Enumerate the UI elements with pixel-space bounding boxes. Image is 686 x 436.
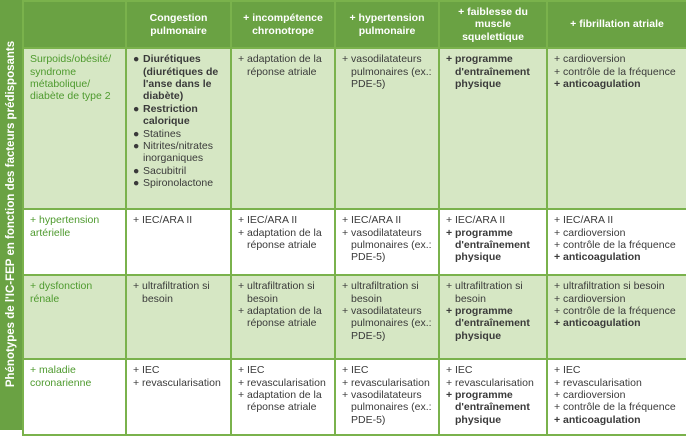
cell-item-text: programme d'entraînement physique [455,53,530,91]
column-header: + hypertension pulmonaire [335,1,439,48]
plus-marker: + [238,53,245,66]
row-header [23,209,126,275]
cell-item-text: cardioversion [563,292,626,305]
cell-item-text: IEC [142,364,160,377]
plus-marker: + [446,376,453,389]
plus-marker: + [446,53,453,66]
cell-item [342,389,432,426]
row-label: Surpoids/obésité/ syndrome métabolique/ diabète de type 2 [30,53,112,103]
cell-item-text: ultrafiltration si besoin [142,280,210,305]
table-row [23,209,686,275]
cell-item [446,364,540,376]
plus-marker: + [554,364,561,377]
cell-item-text: Sacubitril [143,164,187,177]
plus-marker: + [238,226,245,239]
cell-item-text: vasodilatateurs pulmonaires (ex.: PDE-5) [351,53,432,91]
plus-marker: + [554,78,561,91]
plus-marker: + [554,376,561,389]
cell-item-text: ultrafiltration si besoin [455,280,523,305]
row-header [23,275,126,359]
plus-marker: + [554,401,561,414]
plus-marker: + [238,364,245,377]
cell-item-text: programme d'entraînement physique [455,389,530,426]
cell-item [133,53,224,103]
table-cell [547,209,686,275]
cell-item [342,53,432,90]
bullet-icon: ● [133,53,140,66]
cell-item [133,128,224,140]
corner-cell [23,1,126,48]
table-cell [231,275,335,359]
plus-marker: + [446,305,453,318]
table-cell [231,48,335,209]
cell-item-text: anticoagulation [563,78,641,91]
plus-marker: + [342,280,349,293]
cell-item [554,227,680,239]
cell-item [133,103,224,128]
cell-item-text: IEC [563,364,581,377]
cell-item [342,364,432,376]
cell-item [238,53,328,78]
side-banner [0,0,22,430]
cell-item [554,401,680,413]
table-row [23,275,686,359]
plus-marker: + [554,280,561,293]
plus-marker: + [554,305,561,318]
cell-item [238,214,328,226]
row-header [23,359,126,435]
table-cell [439,209,547,275]
cell-item-text: revascularisation [563,376,642,389]
cell-item [133,214,224,226]
table-row [23,359,686,435]
plus-marker: + [238,305,245,318]
cell-item-text: contrôle de la fréquence [563,401,676,414]
cell-item-text: vasodilatateurs pulmonaires (ex.: PDE-5) [351,389,432,426]
table-cell [335,48,439,209]
cell-item [446,280,540,305]
column-header: + faiblesse du muscle squelettique [439,1,547,48]
cell-item [238,280,328,305]
plus-marker: + [554,214,561,227]
cell-item-text: cardioversion [563,226,626,239]
cell-item-text: revascularisation [142,376,221,389]
plus-marker: + [238,389,245,402]
cell-item [554,414,680,426]
cell-item [238,377,328,389]
cell-item-text: vasodilatateurs pulmonaires (ex.: PDE-5) [351,226,432,264]
plus-marker: + [133,280,140,293]
cell-item [133,280,224,305]
cell-item-text: cardioversion [563,389,626,402]
cell-item [342,377,432,389]
cell-item-text: IEC/ARA II [142,214,193,227]
plus-marker: + [133,376,140,389]
cell-item [342,227,432,264]
cell-item-text: adaptation de la réponse atriale [247,389,322,414]
plus-marker: + [554,226,561,239]
row-label: + hypertension artérielle [30,214,100,239]
bullet-icon: ● [133,140,140,153]
table-cell [126,275,231,359]
cell-item [554,239,680,251]
cell-item-text: anticoagulation [563,251,641,264]
cell-item-text: IEC [455,364,473,377]
table-cell [126,209,231,275]
table-cell [335,209,439,275]
cell-item [342,280,432,305]
cell-item [446,53,540,90]
cell-item [238,389,328,414]
cell-item [133,140,224,165]
cell-item [238,305,328,330]
cell-item [554,377,680,389]
table-cell [335,275,439,359]
plus-marker: + [342,214,349,227]
table-cell [231,209,335,275]
plus-marker: + [554,413,561,426]
cell-item [446,214,540,226]
plus-marker: + [446,280,453,293]
plus-marker: + [133,214,140,227]
cell-item [554,280,680,292]
cell-item [554,53,680,65]
cell-item-text: Nitrites/nitrates inorganiques [143,140,214,165]
table-cell [547,359,686,435]
cell-item-text: programme d'entraînement physique [455,305,530,342]
cell-item [554,293,680,305]
cell-item [133,377,224,389]
plus-marker: + [342,53,349,66]
cell-item [342,214,432,226]
column-header: + fibrillation atriale [547,1,686,48]
cell-item [446,305,540,342]
plus-marker: + [554,389,561,402]
cell-item [554,317,680,329]
cell-item [446,377,540,389]
cell-item [554,251,680,263]
table-cell [126,48,231,209]
plus-marker: + [446,364,453,377]
bullet-icon: ● [133,102,140,115]
cell-item-text: revascularisation [455,376,534,389]
table-cell [547,48,686,209]
cell-item [446,389,540,426]
side-label: Phénotypes de l'IC-FEP en fonction des facteurs prédisposants [5,40,17,388]
cell-item-text: revascularisation [247,376,326,389]
header-row [23,1,686,48]
plus-marker: + [554,251,561,264]
cell-item-text: Restriction calorique [143,102,198,128]
cell-item-text: IEC/ARA II [563,214,614,227]
cell-item-text: programme d'entraînement physique [455,226,530,264]
cell-item-text: IEC [247,364,265,377]
cell-item-text: anticoagulation [563,317,641,330]
cell-item-text: anticoagulation [563,413,641,426]
cell-item-text: ultrafiltration si besoin [351,280,419,305]
row-label: + maladie coronarienne [30,364,92,389]
plus-marker: + [342,376,349,389]
cell-item-text: IEC/ARA II [351,214,402,227]
cell-item [554,214,680,226]
column-header: + incompétence chronotrope [231,1,335,48]
plus-marker: + [554,317,561,330]
cell-item [342,305,432,342]
phenotype-table [22,0,686,436]
row-header [23,48,126,209]
plus-marker: + [554,292,561,305]
cell-item [554,66,680,78]
cell-item-text: vasodilatateurs pulmonaires (ex.: PDE-5) [351,305,432,342]
plus-marker: + [554,239,561,252]
table-cell [439,275,547,359]
cell-item-text: contrôle de la fréquence [563,65,676,78]
cell-item-text: contrôle de la fréquence [563,305,676,318]
bullet-icon: ● [133,164,140,177]
cell-item-text: contrôle de la fréquence [563,239,676,252]
table-cell [231,359,335,435]
cell-item-text: ultrafiltration si besoin [247,280,315,305]
plus-marker: + [342,226,349,239]
cell-item-text: adaptation de la réponse atriale [247,226,322,252]
plus-marker: + [342,305,349,318]
table-cell [547,275,686,359]
cell-item-text: IEC/ARA II [455,214,506,227]
plus-marker: + [554,53,561,66]
table-row [23,48,686,209]
plus-marker: + [342,389,349,402]
cell-item-text: Statines [143,127,181,140]
cell-item [133,177,224,189]
cell-item [238,227,328,252]
cell-item-text: revascularisation [351,376,430,389]
cell-item-text: ultrafiltration si besoin [563,280,665,293]
cell-item-text: Diurétiques (diurétiques de l'anse dans le diabète) [143,53,219,103]
table-cell [126,359,231,435]
table-cell [439,48,547,209]
table-cell [335,359,439,435]
plus-marker: + [238,214,245,227]
cell-item [554,364,680,376]
plus-marker: + [238,280,245,293]
plus-marker: + [446,389,453,402]
cell-item [446,227,540,264]
cell-item-text: cardioversion [563,53,626,66]
bullet-icon: ● [133,177,140,190]
row-label: + dysfonction rénale [30,280,93,305]
cell-item [554,389,680,401]
plus-marker: + [446,226,453,239]
cell-item [238,364,328,376]
plus-marker: + [238,376,245,389]
cell-item [554,305,680,317]
plus-marker: + [133,364,140,377]
plus-marker: + [342,364,349,377]
cell-item-text: Spironolactone [143,177,214,190]
cell-item [133,165,224,177]
cell-item-text: IEC/ARA II [247,214,298,227]
table-cell [439,359,547,435]
cell-item [554,78,680,90]
cell-item-text: adaptation de la réponse atriale [247,305,322,330]
plus-marker: + [446,214,453,227]
bullet-icon: ● [133,127,140,140]
column-header: Congestion pulmonaire [126,1,231,48]
plus-marker: + [554,65,561,78]
cell-item-text: adaptation de la réponse atriale [247,53,322,78]
cell-item-text: IEC [351,364,369,377]
cell-item [133,364,224,376]
